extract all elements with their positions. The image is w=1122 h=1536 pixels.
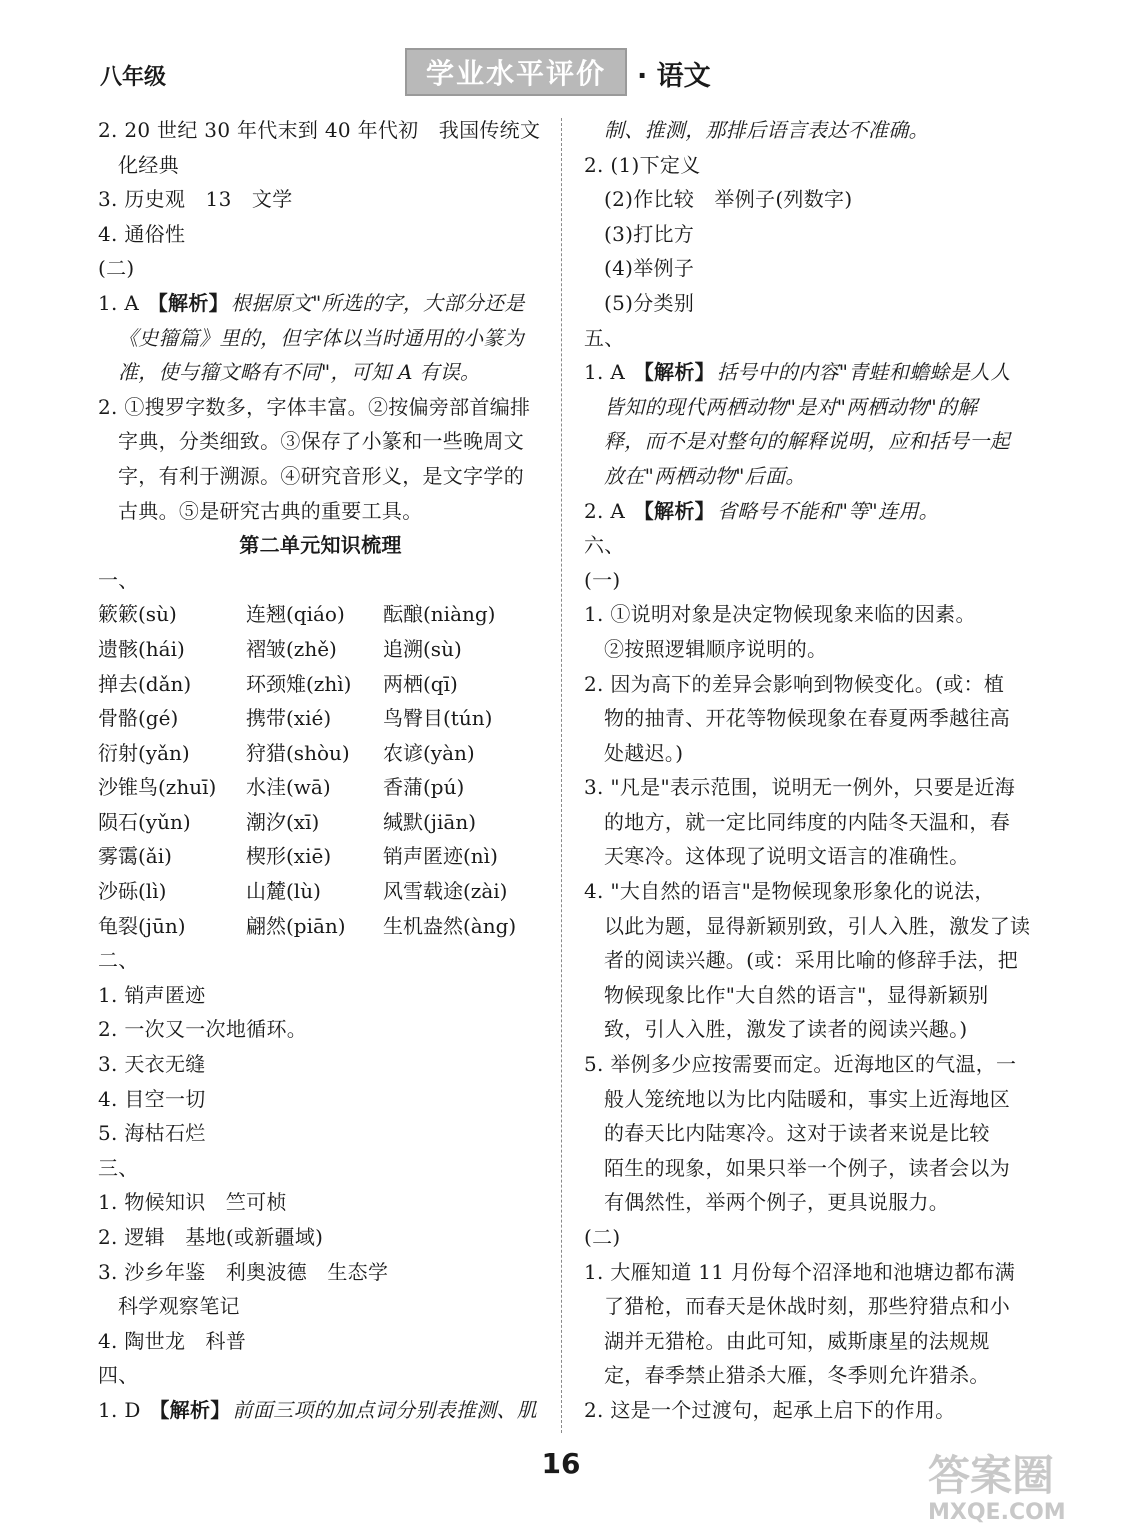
pinyin-entry: 翩然(piān) (246, 913, 346, 938)
answer-line (584, 978, 1029, 1013)
watermark-text: 答案圈 (928, 1451, 1055, 1500)
answer-text: (一) (584, 567, 621, 592)
pinyin-entry: 沙砾(lì) (98, 879, 167, 904)
pinyin-entry: 环颈雉(zhì) (246, 671, 352, 696)
answer-text: 四、 (98, 1363, 139, 1388)
answer-line (98, 563, 543, 598)
answer-text: 第二单元知识梳理 (239, 533, 402, 558)
pinyin-entry: 风雪载途(zài) (383, 879, 508, 904)
answer-line (584, 1012, 1029, 1047)
answer-text: 4. 陶世龙 科普 (98, 1328, 247, 1353)
answer-line (98, 1151, 543, 1186)
answer-text: 物候现象比作"大自然的语言"，显得新颖别 (604, 982, 989, 1007)
answer-text: 定，春季禁止猎杀大雁，冬季则允许猎杀。 (604, 1363, 990, 1388)
answer-line (584, 563, 1029, 598)
answer-text: 字典，分类细致。③保存了小篆和一些晚周文 (118, 429, 524, 454)
answer-text: 3. "凡是"表示范围，说明无一例外，只要是近海 (584, 775, 1016, 800)
answer-line (584, 1255, 1029, 1290)
answer-line (584, 632, 1029, 667)
answer-line (584, 182, 1029, 217)
pinyin-row (98, 597, 543, 632)
pinyin-entry: 水洼(wā) (246, 775, 331, 800)
pinyin-row (98, 909, 543, 944)
handwritten-note: 准，使与籀文略有不同"，可知 A 有误。 (118, 360, 481, 385)
handwritten-note: 根据原文"所选的字，大部分还是 (230, 290, 525, 315)
pinyin-entry: 生机盎然(àng) (383, 913, 517, 938)
book-title-banner: 学业水平评价 (405, 48, 627, 96)
pinyin-entry: 山麓(lù) (246, 879, 321, 904)
answer-line (98, 1255, 543, 1290)
left-column (98, 113, 543, 1428)
answer-text: 2. (1)下定义 (584, 152, 701, 177)
answer-line (98, 943, 543, 978)
answer-line (584, 874, 1029, 909)
pinyin-entry: 衍射(yǎn) (98, 740, 190, 765)
answer-text: 致，引人入胜，激发了读者的阅读兴趣。) (604, 1017, 968, 1042)
handwritten-note: 前面三项的加点词分别表推测、肌 (232, 1397, 538, 1422)
pinyin-row (98, 632, 543, 667)
answer-text: (4)举例子 (604, 256, 695, 281)
pinyin-entry: 鸟臀目(tún) (383, 706, 493, 731)
answer-text: (3)打比方 (604, 221, 695, 246)
answer-line (98, 390, 543, 425)
page-header (0, 48, 1122, 98)
pinyin-entry: 农谚(yàn) (383, 740, 475, 765)
answer-text: (5)分类别 (604, 290, 695, 315)
answer-text: 二、 (98, 948, 139, 973)
pinyin-entry: 狩猎(shòu) (246, 740, 350, 765)
answer-line (584, 459, 1029, 494)
analysis-tag: 【解析】 (633, 498, 715, 523)
answer-text: (二) (584, 1225, 621, 1249)
pinyin-entry: 掸去(dǎn) (98, 671, 192, 696)
answer-line (584, 355, 1029, 390)
answer-line (584, 494, 1029, 529)
column-divider (561, 118, 562, 1433)
answer-line (584, 909, 1029, 944)
answer-text: 科学观察笔记 (118, 1294, 240, 1319)
pinyin-entry: 龟裂(jūn) (98, 913, 186, 938)
answer-text: 的地方，就一定比同纬度的内陆冬天温和，春 (604, 809, 1010, 834)
pinyin-entry: 缄默(jiān) (383, 809, 477, 834)
answer-line (98, 424, 543, 459)
answer-text: 2. A (584, 498, 632, 523)
pinyin-row (98, 839, 543, 874)
answer-line (584, 251, 1029, 286)
answer-text: 1. 销声匿迹 (98, 982, 206, 1007)
answer-text: 3. 天衣无缝 (98, 1052, 206, 1077)
answer-line (98, 321, 543, 356)
answer-text: 三、 (98, 1155, 139, 1180)
answer-text: 4. 目空一切 (98, 1086, 206, 1111)
answer-text: ②按照逻辑顺序说明的。 (604, 636, 828, 661)
answer-line (98, 148, 543, 183)
pinyin-entry: 酝酿(niàng) (383, 602, 496, 627)
pinyin-entry: 骨骼(gé) (98, 706, 179, 731)
answer-text: 2. 20 世纪 30 年代末到 40 年代初 我国传统文 (98, 118, 541, 142)
answer-text: 湖并无猎枪。由此可知，威斯康星的法规规 (604, 1328, 990, 1353)
watermark-logo (928, 1452, 1108, 1532)
answer-line (584, 286, 1029, 321)
answer-line (98, 1047, 543, 1082)
answer-text: 物的抽青、开花等物候现象在春夏两季越往高 (604, 706, 1010, 731)
answer-line (584, 1185, 1029, 1220)
answer-line (98, 1220, 543, 1255)
pinyin-entry: 雾霭(ǎi) (98, 844, 172, 869)
answer-text: 天寒冷。这体现了说明文语言的准确性。 (604, 844, 970, 869)
answer-line (584, 1082, 1029, 1117)
answer-text: 3. 沙乡年鉴 利奥波德 生态学 (98, 1259, 389, 1284)
answer-line (584, 1324, 1029, 1359)
pinyin-row (98, 667, 543, 702)
pinyin-entry: 香蒲(pú) (383, 775, 465, 800)
answer-line (584, 1289, 1029, 1324)
answer-line (584, 597, 1029, 632)
answer-text: 般人笼统地以为比内陆暖和，事实上近海地区 (604, 1086, 1010, 1111)
answer-line (584, 1393, 1029, 1428)
answer-line (98, 1185, 543, 1220)
answer-text: 1. A (98, 290, 146, 315)
analysis-tag: 【解析】 (633, 360, 715, 385)
answer-text: 1. ①说明对象是决定物候现象来临的因素。 (584, 602, 976, 627)
watermark-url: MXQE.COM (928, 1500, 1066, 1525)
pinyin-row (98, 874, 543, 909)
answer-line (98, 1393, 543, 1428)
pinyin-entry: 销声匿迹(nì) (383, 844, 498, 869)
answer-line (98, 1082, 543, 1117)
answer-text: 化经典 (118, 152, 179, 177)
pinyin-entry: 追溯(sù) (383, 636, 462, 661)
answer-text: 2. 逻辑 基地(或新疆域) (98, 1225, 324, 1249)
answer-line (584, 528, 1029, 563)
handwritten-note: 皆知的现代两栖动物"是对"两栖动物"的解 (604, 394, 978, 419)
handwritten-note: 释，而不是对整句的解释说明，应和括号一起 (604, 429, 1010, 454)
answer-text: 六、 (584, 533, 625, 558)
answer-text: 有偶然性，举两个例子，更具说服力。 (604, 1190, 950, 1215)
answer-text: 4. "大自然的语言"是物候现象形象化的说法， (584, 879, 995, 904)
answer-text: 2. 这是一个过渡句，起承上启下的作用。 (584, 1397, 956, 1422)
answer-line (584, 148, 1029, 183)
handwritten-note: 《史籀篇》里的，但字体以当时通用的小篆为 (118, 325, 524, 350)
answer-line (584, 1220, 1029, 1255)
answer-text: 5. 举例多少应按需要而定。近海地区的气温，一 (584, 1052, 1017, 1077)
grade-label: 八年级 (100, 65, 167, 90)
pinyin-entry: 潮汐(xī) (246, 809, 320, 834)
answer-line (584, 321, 1029, 356)
answer-text: 者的阅读兴趣。(或：采用比喻的修辞手法，把 (604, 948, 1019, 973)
answer-text: 陌生的现象，如果只举一个例子，读者会以为 (604, 1155, 1010, 1180)
answer-text: 2. ①搜罗字数多，字体丰富。②按偏旁部首编排 (98, 394, 531, 419)
answer-line (98, 1289, 543, 1324)
pinyin-entry: 沙锥鸟(zhuī) (98, 775, 217, 800)
answer-text: 1. 大雁知道 11 月份每个沼泽地和池塘边都布满 (584, 1259, 1016, 1284)
answer-line (98, 494, 543, 529)
pinyin-row (98, 770, 543, 805)
pinyin-row (98, 736, 543, 771)
answer-line (584, 667, 1029, 702)
pinyin-entry: 连翘(qiáo) (246, 602, 345, 627)
answer-text: 五、 (584, 325, 625, 350)
answer-text: (2)作比较 举例子(列数字) (604, 187, 853, 212)
answer-text: 字，有利于溯源。④研究音形义，是文字学的 (118, 463, 524, 488)
page-number: 16 (541, 1447, 581, 1480)
answer-line (98, 182, 543, 217)
answer-line (584, 390, 1029, 425)
answer-text: 以此为题，显得新颖别致，引人入胜，激发了读 (604, 913, 1031, 938)
answer-line (98, 1012, 543, 1047)
section-heading (98, 528, 543, 563)
answer-text: 1. D (98, 1397, 148, 1422)
handwritten-note: 制、推测，那排后语言表达不准确。 (604, 118, 929, 142)
right-column (584, 113, 1029, 1428)
answer-line (98, 1116, 543, 1151)
answer-text: 1. 物候知识 竺可桢 (98, 1190, 287, 1215)
pinyin-row (98, 805, 543, 840)
answer-line (98, 251, 543, 286)
answer-line (584, 1358, 1029, 1393)
handwritten-note: 省略号不能和"等"连用。 (716, 498, 939, 523)
answer-line (98, 1358, 543, 1393)
answer-line (584, 113, 1029, 148)
pinyin-entry: 陨石(yǔn) (98, 809, 191, 834)
answer-line (98, 286, 543, 321)
answer-line (584, 701, 1029, 736)
pinyin-entry: 遗骸(hái) (98, 636, 185, 661)
pinyin-entry: 楔形(xiē) (246, 844, 332, 869)
pinyin-entry: 两栖(qī) (383, 671, 458, 696)
answer-text: 古典。⑤是研究古典的重要工具。 (118, 498, 423, 523)
answer-line (98, 113, 543, 148)
answer-line (98, 459, 543, 494)
answer-line (98, 978, 543, 1013)
answer-text: 2. 一次又一次地循环。 (98, 1017, 308, 1042)
pinyin-entry: 携带(xié) (246, 706, 332, 731)
answer-text: 一、 (98, 567, 139, 592)
answer-line (584, 1116, 1029, 1151)
answer-line (584, 805, 1029, 840)
pinyin-entry: 簌簌(sù) (98, 602, 177, 627)
pinyin-entry: 褶皱(zhě) (246, 636, 337, 661)
answer-line (584, 217, 1029, 252)
handwritten-note: 括号中的内容"青蛙和蟾蜍是人人 (716, 360, 1011, 385)
analysis-tag: 【解析】 (149, 1397, 231, 1422)
answer-line (584, 424, 1029, 459)
answer-line (584, 736, 1029, 771)
answer-line (584, 770, 1029, 805)
answer-line (98, 355, 543, 390)
analysis-tag: 【解析】 (147, 290, 229, 315)
answer-line (584, 839, 1029, 874)
answer-line (98, 1324, 543, 1359)
answer-line (584, 943, 1029, 978)
answer-text: 3. 历史观 13 文学 (98, 187, 293, 212)
answer-line (98, 217, 543, 252)
handwritten-note: 放在"两栖动物"后面。 (604, 463, 806, 488)
answer-text: 1. A (584, 360, 632, 385)
answer-text: 的春天比内陆寒冷。这对于读者来说是比较 (604, 1121, 990, 1146)
answer-text: 5. 海枯石烂 (98, 1121, 206, 1146)
subject-label: · 语文 (637, 61, 711, 92)
answer-line (584, 1151, 1029, 1186)
answer-text: 了猎枪，而春天是休战时刻，那些狩猎点和小 (604, 1294, 1010, 1319)
pinyin-row (98, 701, 543, 736)
answer-text: (二) (98, 256, 135, 281)
answer-text: 处越迟。) (604, 740, 684, 765)
answer-line (584, 1047, 1029, 1082)
answer-text: 4. 通俗性 (98, 221, 186, 246)
answer-text: 2. 因为高下的差异会影响到物候变化。(或：植 (584, 671, 1005, 696)
